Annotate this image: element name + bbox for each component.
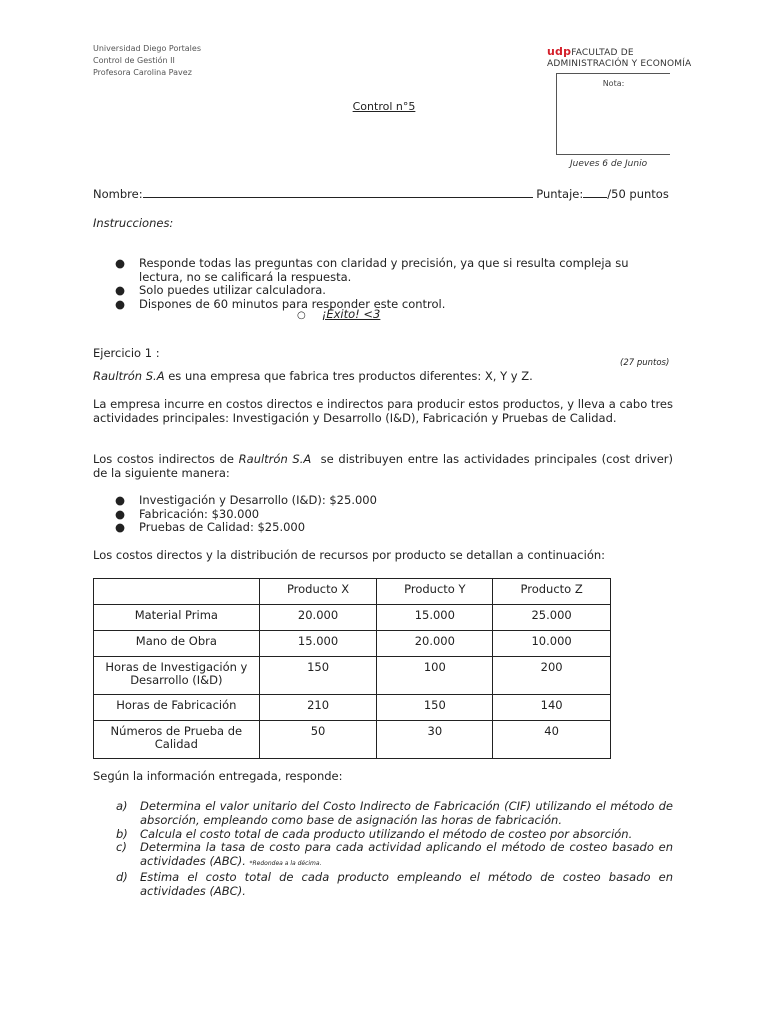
table-cell: 150: [259, 657, 377, 695]
exercise-paragraph-2: La empresa incurre en costos directos e indirectos para producir estos productos, y lleva a cabo tres actividades principales: Investigación y Desarrollo (I&D), Fabricación y Pruebas de Calidad.: [93, 397, 673, 425]
logo-line1: FACULTAD DE: [571, 48, 634, 58]
good-luck-item: [297, 307, 380, 321]
header-institution: [93, 43, 201, 79]
table-cell: 40: [493, 721, 611, 759]
bullet-icon: ●: [115, 506, 126, 521]
table-row: [94, 721, 611, 759]
table-cell: 20.000: [377, 631, 493, 657]
course-name: Control de Gestión II: [93, 56, 175, 65]
table-header-cell: Producto X: [259, 579, 377, 605]
logo-line2: ADMINISTRACIÓN Y ECONOMÍA: [547, 59, 692, 69]
bullet-icon: ●: [115, 256, 126, 270]
cost-list: [93, 494, 673, 535]
table-header-cell: Producto Z: [493, 579, 611, 605]
questions-intro: Según la información entregada, responde:: [93, 769, 343, 783]
table-cell: 150: [377, 695, 493, 721]
professor-name: Profesora Carolina Pavez: [93, 68, 192, 77]
table-cell: 140: [493, 695, 611, 721]
table-cell: 25.000: [493, 605, 611, 631]
question-item: a) Determina el valor unitario del Costo Indirecto de Fabricación (CIF) utilizando el método de absorción, empleando como base de asignación las horas de fabricación.: [116, 799, 673, 827]
name-field[interactable]: [143, 186, 533, 198]
score-suffix: /50 puntos: [607, 187, 669, 201]
company-name: Raultrón S.A: [238, 452, 312, 466]
table-cell: 20.000: [259, 605, 377, 631]
question-item: b) Calcula el costo total de cada producto utilizando el método de costeo por absorción.: [116, 826, 633, 841]
exercise-intro: Raultrón S.A es una empresa que fabrica tres productos diferentes: X, Y y Z.: [93, 369, 533, 383]
circle-bullet-icon: ○: [297, 310, 306, 321]
page-title: Control n°5: [352, 100, 416, 113]
table-cell: 100: [377, 657, 493, 695]
table-cell: 200: [493, 657, 611, 695]
table-cell: 15.000: [377, 605, 493, 631]
bullet-icon: ●: [115, 493, 126, 507]
cost-table: [93, 578, 611, 759]
question-item: d) Estima el costo total de cada producto empleando el método de costeo basado en actividades (ABC).: [116, 869, 673, 898]
exercise-paragraph-3: Los costos indirectos de Raultrón S.A se distribuyen entre las actividades principales (cost driver) de la siguiente manera:: [93, 452, 677, 480]
table-cell: 10.000: [493, 631, 611, 657]
table-cell: Números de Prueba de Calidad: [94, 721, 260, 759]
bullet-icon: ●: [115, 296, 126, 311]
exam-date: Jueves 6 de Junio: [570, 159, 648, 169]
list-item: ● Solo puedes utilizar calculadora.: [115, 283, 326, 297]
table-cell: 210: [259, 695, 377, 721]
list-item: ● Fabricación: $30.000: [115, 506, 260, 521]
name-label: Nombre:: [93, 187, 143, 201]
instructions-list: [93, 257, 673, 311]
list-item: ● Pruebas de Calidad: $25.000: [115, 520, 306, 534]
grade-box[interactable]: [556, 73, 670, 155]
table-cell: Horas de Fabricación: [94, 695, 260, 721]
grade-label: Nota:: [602, 79, 625, 88]
bullet-icon: ●: [115, 520, 126, 534]
company-name: Raultrón S.A: [93, 369, 165, 383]
good-luck-text: ¡Éxito! <3: [321, 307, 381, 321]
list-item: ● Responde todas las preguntas con claridad y precisión, ya que si resulta compleja su lectura, no se calificará la respuesta.: [115, 256, 629, 284]
table-cell: Horas de Investigación y Desarrollo (I&D): [94, 657, 260, 695]
list-item: ● Investigación y Desarrollo (I&D): $25.000: [115, 493, 377, 507]
exercise-points: (27 puntos): [620, 358, 670, 368]
logo-brand: udp: [547, 45, 572, 58]
score-label: Puntaje:: [536, 187, 584, 201]
question-item: c) Determina la tasa de costo para cada actividad aplicando el método de costeo basado en actividades (ABC). *Redondea a la décima.: [116, 840, 673, 869]
score-field[interactable]: [583, 186, 607, 198]
table-cell: 30: [377, 721, 493, 759]
table-header-cell: Producto Y: [377, 579, 493, 605]
table-row: [94, 605, 611, 631]
table-intro: Los costos directos y la distribución de recursos por producto se detallan a continuación:: [93, 548, 606, 562]
table-header-row: [94, 579, 611, 605]
faculty-logo: [547, 46, 691, 70]
table-cell: 15.000: [259, 631, 377, 657]
exercise-heading: Ejercicio 1 :: [93, 346, 160, 360]
list-item: ● Dispones de 60 minutos para responder este control.: [115, 296, 446, 311]
table-row: [94, 631, 611, 657]
table-cell: Mano de Obra: [94, 631, 260, 657]
questions-list: [93, 800, 673, 899]
bullet-icon: ●: [115, 283, 126, 297]
table-row: [94, 695, 611, 721]
table-cell: Material Prima: [94, 605, 260, 631]
name-score-row: [93, 186, 673, 201]
table-row: [94, 657, 611, 695]
rounding-note: *Redondea a la décima.: [249, 860, 322, 868]
instructions-heading: Instrucciones:: [93, 216, 174, 230]
table-cell: 50: [259, 721, 377, 759]
university-name: Universidad Diego Portales: [93, 44, 201, 53]
table-header-cell: [94, 579, 260, 605]
